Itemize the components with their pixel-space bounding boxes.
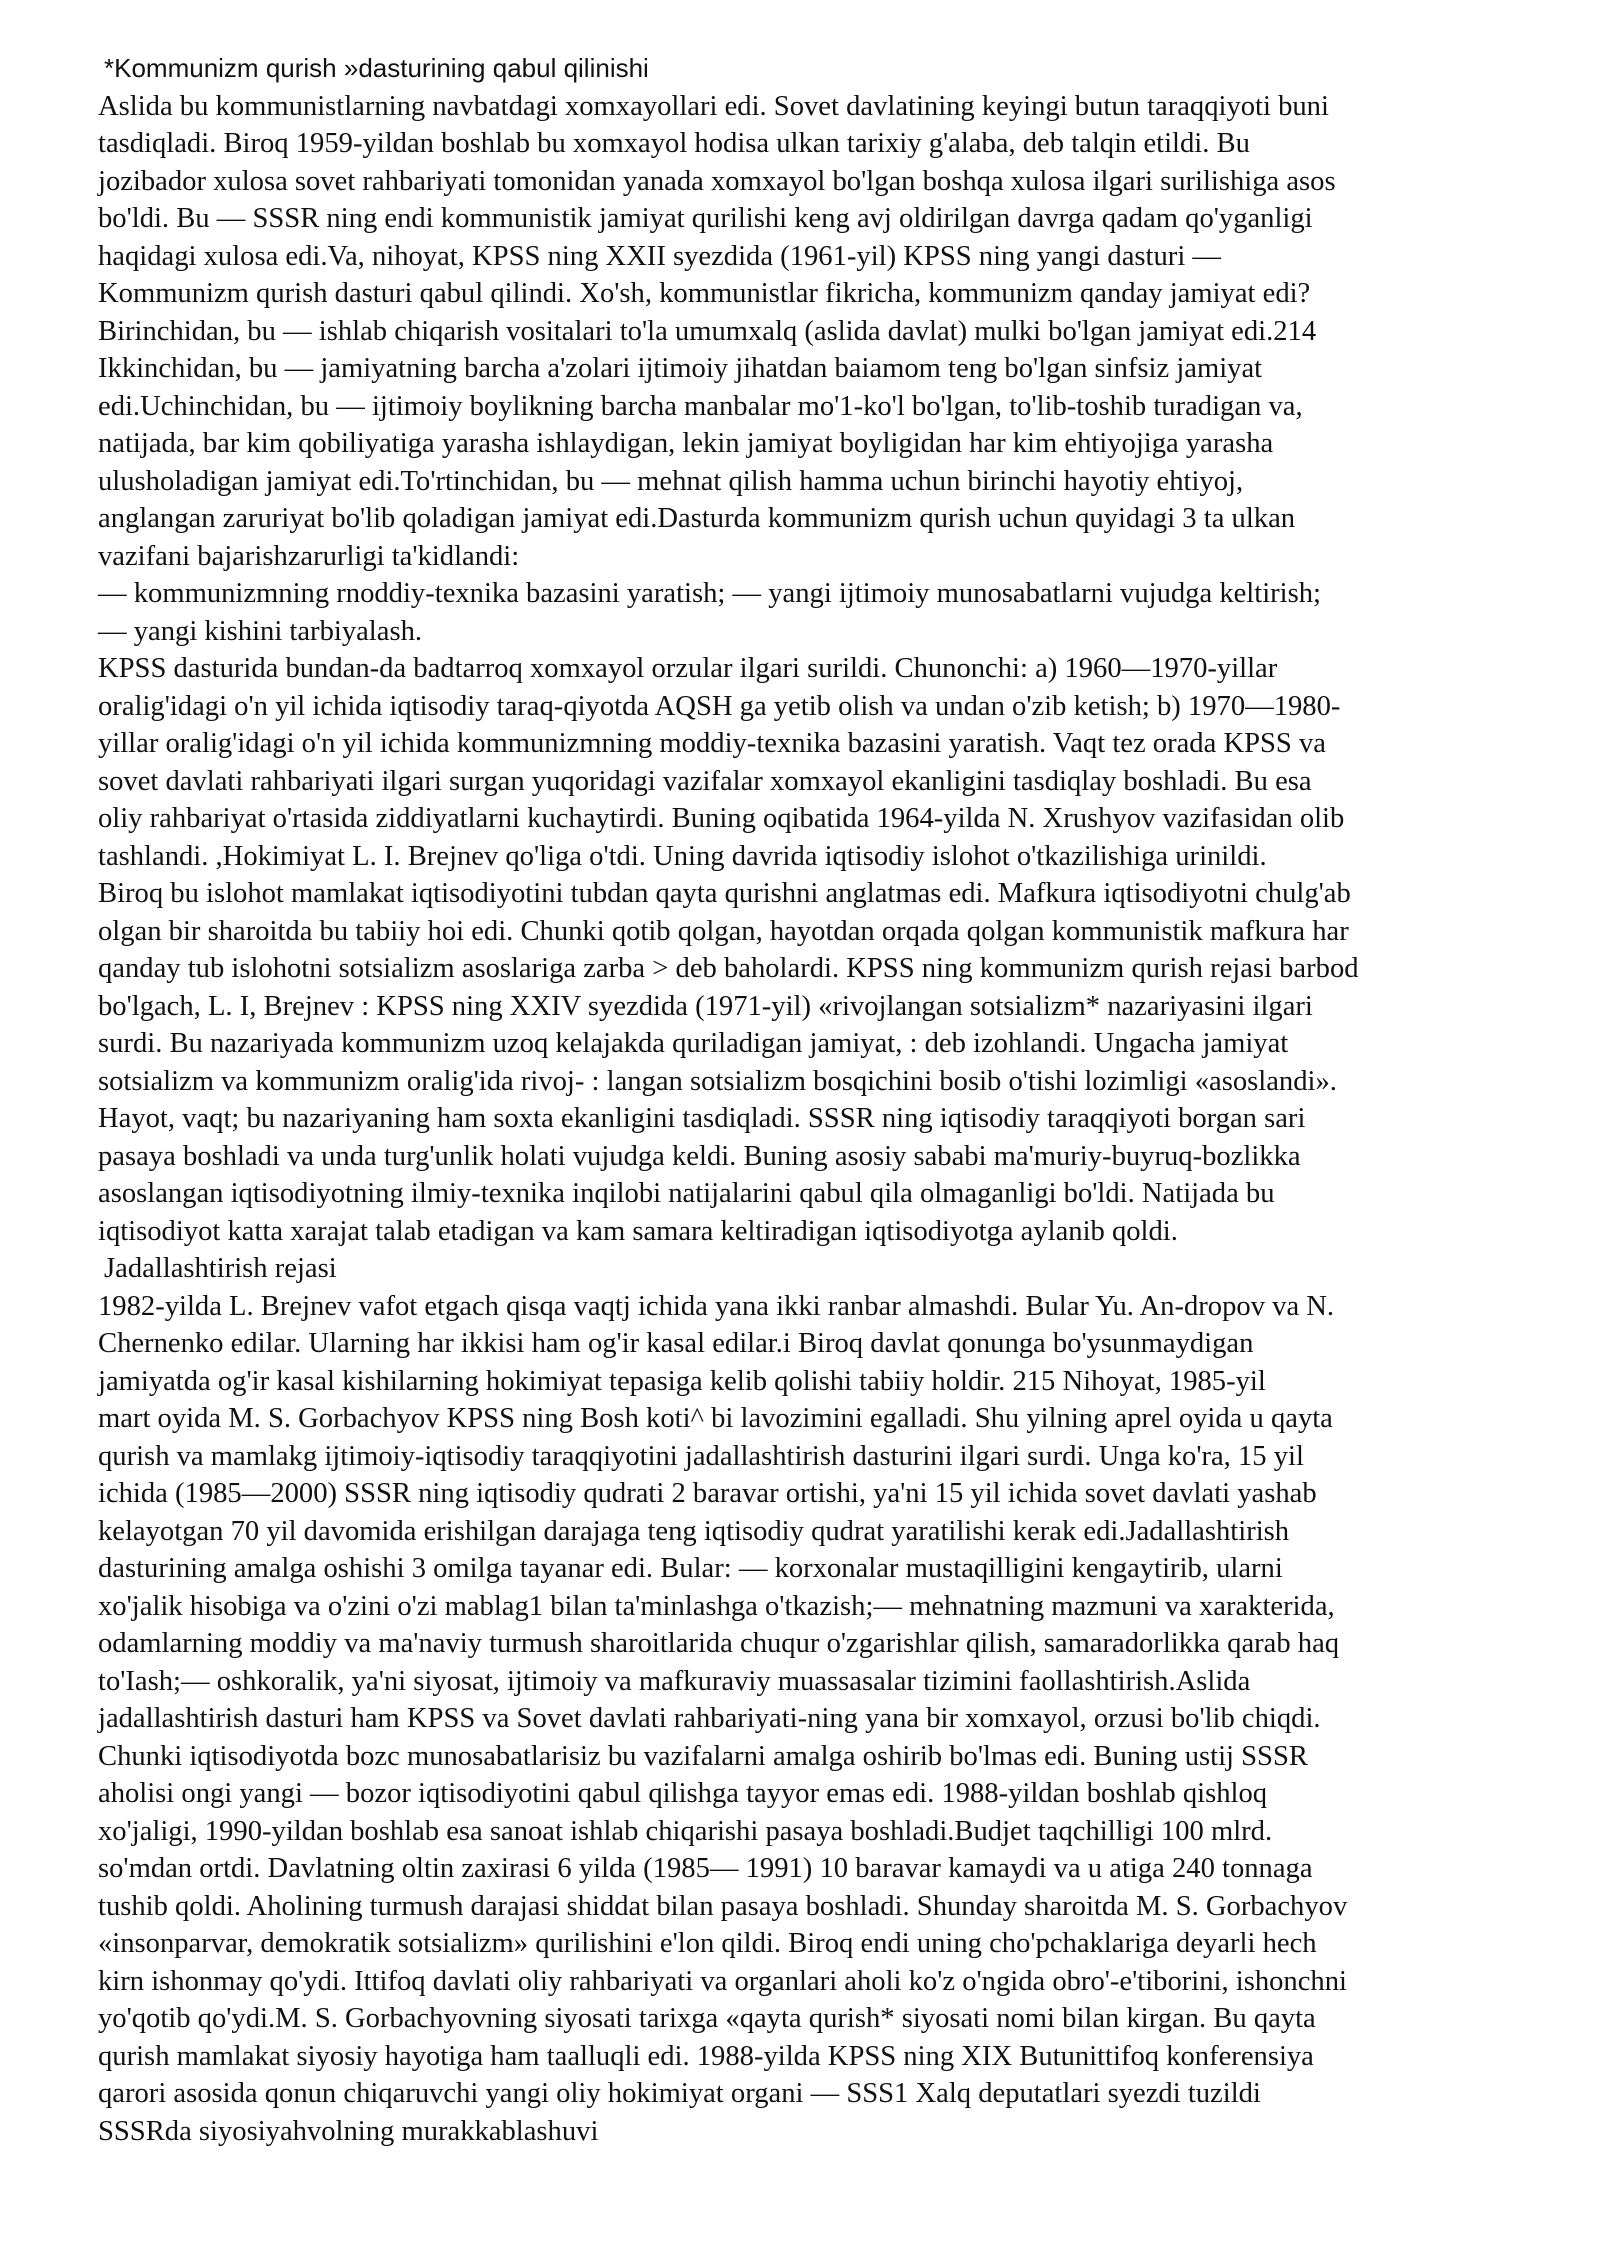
section-heading-acceleration-plan: Jadallashtirish rejasi [104, 1253, 337, 1284]
paragraph-acceleration: 1982-yilda L. Brejnev vafot etgach qisqa vaqtj ichida yana ikki ranbar almashdi. Bular Yu. An-dropov va N. Chernenko edilar. Ularning har ikkisi ham og'ir kasal edilar.i Biroq davlat qonunga bo'ysunmaydigan jamiyatda og'ir kasal kishilarning hokimiyat tepasiga kelib qolishi tabiiy holdir. 215 Nihoyat, 1985-yil mart oyida M. S. Gorbachyov KPSS ning Bosh koti^ bi lavozimini egalladi. Shu yilning aprel oyida u qayta qurish va mamlakg ijtimoiy-iqtisodiy taraqqiyotini jadallashtirish dasturini ilgari surdi. Unga ko'ra, 15 yil ichida (1985—2000) SSSR ning iqtisodiy qudrati 2 baravar ortishi, ya'ni 15 yil ichida sovet davlati yashab kelayotgan 70 yil davomida erishilgan darajaga teng iqtisodiy qudrat yaratilishi kerak edi.Jadallashtirish dasturining amalga oshishi 3 omilga tayanar edi. Bular: — korxonalar mustaqilligini kengaytirib, ularni xo'jalik hisobiga va o'zini o'zi mablag1 bilan ta'minlashga o'tkazish;— mehnatning mazmuni va xarakterida, odamlarning moddiy va ma'naviy turmush sharoitlarida chuqur o'zgarishlar qilish, samaradorlikka qarab haq to'Iash;— oshkoralik, ya'ni siyosat, ijtimoiy va mafkuraviy muassasalar tizimini faollashtirish.Aslida jadallashtirish dasturi ham KPSS va Sovet davlati rahbariyati-ning yana bir xomxayol, orzusi bo'lib chiqdi. Chunki iqtisodiyotda bozc munosabatlarisiz bu vazifalarni amalga oshirib bo'lmas edi. Buning ustij SSSR aholisi ongi yangi — bozor iqtisodiyotini qabul qilishga tayyor emas edi. 1988-yildan boshlab qishloq xo'jaligi, 1990-yildan boshlab esa sanoat ishlab chiqarishi pasaya boshladi.Budjet taqchilligi 100 mlrd. so'mdan ortdi. Davlatning oltin zaxirasi 6 yilda (1985— 1991) 10 baravar kamaydi va u atiga 240 tonnaga tushib qoldi. Aholining turmush darajasi shiddat bilan pasaya boshladi. Shunday sharoitda M. S. Gorbachyov «insonparvar, demokratik sotsializm» qurilishini e'lon qildi. Biroq endi uning cho'pchaklariga deyarli hech kirn ishonmay qo'ydi. Ittifoq davlati oliy rahbariyati va organlari aholi ko'z o'ngida obro'-e'tiborini, ishonchni yo'qotib qo'ydi.M. S. Gorbachyovning siyosati tarixga «qayta qurish* siyosati nomi bilan kirgan. Bu qayta qurish mamlakat siyosiy hayotiga ham taalluqli edi. 1988-yilda KPSS ning XIX Butunittifoq konferensiya qarori asosida qonun chiqaruvchi yangi oliy hokimiyat organi — SSS1 Xalq deputatlari syezdi tuzildi SSSRda siyosiyahvolning murakkablashuvi [98, 1290, 1348, 2147]
document-page [98, 50, 1538, 2150]
paragraph-kpss-program: KPSS dasturida bundan-da badtarroq xomxayol orzular ilgari surildi. Chunonchi: a) 1960—1970-yillar oralig'idagi o'n yil ichida iqtisodiy taraq-qiyotda AQSH ga yetib olish va undan o'zib ketish; b) 1970—1980- yillar oralig'idagi o'n yil ichida kommunizmning moddiy-texnika bazasini yaratish. Vaqt tez orada KPSS va sovet davlati rahbariyati ilgari surgan yuqoridagi vazifalar xomxayol ekanligini tasdiqlay boshladi. Bu esa oliy rahbariyat o'rtasida ziddiyatlarni kuchaytirdi. Buning oqibatida 1964-yilda N. Xrushyov vazifasidan olib tashlandi. ,Hokimiyat L. I. Brejnev qo'liga o'tdi. Uning davrida iqtisodiy islohot o'tkazilishiga urinildi. Biroq bu islohot mamlakat iqtisodiyotini tubdan qayta qurishni anglatmas edi. Mafkura iqtisodiyotni chulg'ab olgan bir sharoitda bu tabiiy hoi edi. Chunki qotib qolgan, hayotdan orqada qolgan kommunistik mafkura har qanday tub islohotni sotsializm asoslariga zarba > deb baholardi. KPSS ning kommunizm qurish rejasi barbod bo'lgach, L. I, Brejnev : KPSS ning XXIV syezdida (1971-yil) «rivojlangan sotsializm* nazariyasini ilgari surdi. Bu nazariyada kommunizm uzoq kelajakda quriladigan jamiyat, : deb izohlandi. Ungacha jamiyat sotsializm va kommunizm oralig'ida rivoj- : langan sotsializm bosqichini bosib o'tishi lozimligi «asoslandi». Hayot, vaqt; bu nazariyaning ham soxta ekanligini tasdiqladi. SSSR ning iqtisodiy taraqqiyoti borgan sari pasaya boshladi va unda turg'unlik holati vujudga keldi. Buning asosiy sababi ma'muriy-buyruq-bozlikka asoslangan iqtisodiyotning ilmiy-texnika inqilobi natijalarini qabul qila olmaganligi bo'ldi. Natijada bu iqtisodiyot katta xarajat talab etadigan va kam samara keltiradigan iqtisodiyotga aylanib qoldi. [98, 653, 1359, 1247]
section-heading-communism-program: *Kommunizm qurish »dasturining qabul qilinishi [104, 53, 649, 83]
paragraph-communism-definition: Aslida bu kommunistlarning navbatdagi xomxayollari edi. Sovet davlatining keyingi butun taraqqiyoti buni tasdiqladi. Biroq 1959-yildan boshlab bu xomxayol hodisa ulkan tarixiy g'alaba, deb talqin etildi. Bu jozibador xulosa sovet rahbariyati tomonidan yanada xomxayol bo'lgan boshqa xulosa ilgari surilishiga asos bo'ldi. Bu — SSSR ning endi kommunistik jamiyat qurilishi keng avj oldirilgan davrga qadam qo'yganligi haqidagi xulosa edi.Va, nihoyat, KPSS ning XXII syezdida (1961-yil) KPSS ning yangi dasturi — Kommunizm qurish dasturi qabul qilindi. Xo'sh, kommunistlar fikricha, kommunizm qanday jamiyat edi? Birinchidan, bu — ishlab chiqarish vositalari to'la umumxalq (aslida davlat) mulki bo'lgan jamiyat edi.214 Ikkinchidan, bu — jamiyatning barcha a'zolari ijtimoiy jihatdan baiamom teng bo'lgan sinfsiz jamiyat edi.Uchinchidan, bu — ijtimoiy boylikning barcha manbalar mo'1-ko'l bo'lgan, to'lib-toshib turadigan va, natijada, bar kim qobiliyatiga yarasha ishlaydigan, lekin jamiyat boyligidan har kim ehtiyojiga yarasha ulusholadigan jamiyat edi.To'rtinchidan, bu — mehnat qilish hamma uchun birinchi hayotiy ehtiyoj, anglangan zaruriyat bo'lib qoladigan jamiyat edi.Dasturda kommunizm qurish uchun quyidagi 3 ta ulkan vazifani bajarishzarurligi ta'kidlandi: — kommunizmning rnoddiy-texnika bazasini yaratish; — yangi ijtimoiy munosabatlarni vujudga keltirish; — yangi kishini tarbiyalash. [98, 90, 1336, 647]
